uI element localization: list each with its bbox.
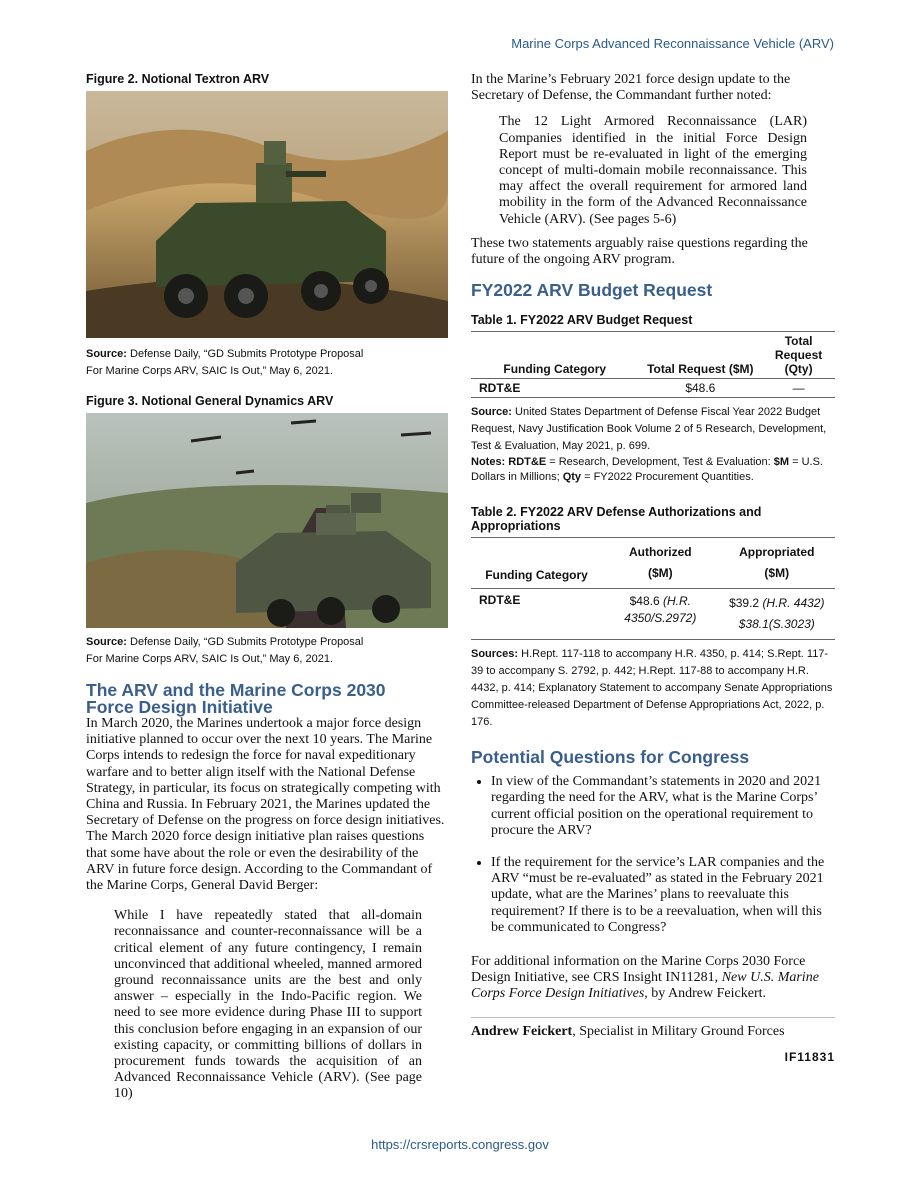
source-text: Defense Daily, “GD Submits Prototype Proposal	[126, 348, 364, 360]
figure2-source	[86, 346, 448, 380]
commandant-quote: The 12 Light Armored Reconnaissance (LAR) Companies identified in the initial Force Design Report must be re-evaluated in light of the emerging concept of multi-domain mobile reconnaissance. This may affect the overall requirement for armored land mobility in the form of the Advanced Reconnaissance Vehicle (ARV). (See pages 5-6)	[499, 114, 807, 227]
table-header-row	[471, 332, 835, 379]
table-row	[471, 589, 835, 640]
figure2-image	[86, 91, 448, 338]
additional-text: For additional information on the Marine Corps 2030 Force Design Initiative, see CRS Insight IN11281,	[471, 954, 806, 986]
author-name: Andrew Feickert	[471, 1023, 573, 1039]
sources-label: Sources:	[471, 648, 519, 661]
heading-line-2: Force Design Initiative	[86, 697, 273, 717]
heading-line-1: The ARV and the Marine Corps 2030	[86, 680, 386, 700]
authorized-note: (H.R. 4350/S.2972)	[624, 594, 697, 626]
appropriated-note: (H.R. 4432)	[762, 596, 825, 611]
additional-info	[471, 954, 835, 1003]
left-column	[86, 72, 448, 1103]
table2-sources	[471, 646, 835, 731]
source-text: Defense Daily, “GD Submits Prototype Proposal	[126, 636, 364, 648]
source-text: United States Department of Defense Fiscal Year 2022 Budget Request, Navy Justification Book Volume 2 of 5 Research, Development, Test & Evaluation, May 2021, p. 699.	[471, 406, 827, 453]
footer-link[interactable]: https://crsreports.congress.gov	[371, 1137, 549, 1152]
appropriated-value: $39.2	[729, 596, 760, 611]
author-line	[471, 1024, 835, 1040]
figure3-image	[86, 413, 448, 628]
source-label: Source:	[86, 636, 127, 648]
list-item: • In view of the Commandant’s statements in 2020 and 2021 regarding the need for the ARV, what is the Marine Corps’ current official position on the operational requirement to procure the ARV?	[491, 774, 835, 839]
table-row	[471, 379, 835, 398]
questions-list	[471, 774, 835, 936]
header-line: ($M)	[764, 566, 790, 581]
list-item: • If the requirement for the service’s LAR companies and the ARV “must be re-evaluated” as stated in the February 2021 update, what are the Marines’ plans to reevaluate this requirement? If there is to be a reevaluation, when will this be communicated to Congress?	[491, 855, 835, 936]
notes-text: = Research, Development, Test & Evaluation:	[546, 456, 774, 469]
table2-title	[471, 505, 835, 533]
table-header	[602, 538, 718, 589]
table-cell: $48.6	[685, 381, 716, 396]
after-quote-paragraph: These two statements arguably raise questions regarding the future of the ongoing ARV program.	[471, 235, 808, 268]
questions-heading: Potential Questions for Congress	[471, 747, 750, 768]
table-cell	[602, 589, 718, 640]
table-cell	[719, 589, 835, 640]
right-column	[471, 72, 835, 1064]
table-cell: RDT&E	[479, 381, 521, 396]
notes-label: Notes:	[471, 456, 506, 469]
figure3-source	[86, 634, 448, 668]
source-label: Source:	[471, 406, 512, 419]
notes-key: RDT&E	[508, 456, 547, 469]
table-header: Total Request (Qty)	[774, 334, 823, 377]
notes-text: = U.S. Dollars in Millions;	[471, 456, 823, 484]
table1-notes	[471, 455, 835, 485]
section-heading	[86, 682, 448, 716]
table-header-row	[471, 538, 835, 589]
title-line-1: Table 2. FY2022 ARV Defense Authorizations and	[471, 505, 762, 520]
notes-text: = FY2022 Procurement Quantities.	[581, 471, 754, 484]
title-line-2: Appropriations	[471, 519, 561, 534]
source-text-2: For Marine Corps ARV, SAIC Is Out,” May 6, 2021.	[86, 365, 333, 377]
berger-quote: While I have repeatedly stated that all-domain reconnaissance and counter-reconnaissance will be a critical element of any future contingency, I remain unconvinced that additional wheeled, manned armored ground reconnaissance units are the best and only answer – especially in the Indo-Pacific region. We need to see more evidence during Phase III to support this conclusion before engaging in an expansion of our existing capacity, or committing billions of dollars in procurement funds towards the acquisition of an Advanced Reconnaissance Vehicle (ARV). (See page 10)	[114, 908, 422, 1102]
appropriated-value: $38.1	[738, 617, 769, 632]
header-line: ($M)	[647, 566, 673, 581]
table1-title: Table 1. FY2022 ARV Budget Request	[471, 313, 693, 328]
source-label: Source:	[86, 348, 127, 360]
report-id: IF11831	[784, 1049, 835, 1064]
section-paragraph: In March 2020, the Marines undertook a major force design initiative planned to occur over the next 10 years. The Marine Corps intends to redesign the force for naval expeditionary warfare and to better align itself with the National Defense Strategy, in particular, its focus on strategically competing with China and Russia. In February 2021, the Marines updated the Secretary of Defense on the progress on force design initiatives. The March 2020 force design initiative plan raises questions that some have about the role or even the desirability of the ARV in future force design. According to the Commandant of the Marine Corps, General David Berger:	[86, 716, 445, 894]
source-text-2: For Marine Corps ARV, SAIC Is Out,” May 6, 2021.	[86, 653, 333, 665]
header-line: Appropriated	[739, 545, 815, 560]
table2	[471, 537, 835, 640]
table-header: Total Request ($M)	[647, 362, 754, 377]
figure3-title: Figure 3. Notional General Dynamics ARV	[86, 394, 334, 408]
table1	[471, 331, 835, 398]
table-header	[719, 538, 835, 589]
table-cell: —	[792, 381, 805, 396]
authorized-value: $48.6	[629, 594, 660, 609]
additional-text: , by Andrew Feickert.	[644, 986, 766, 1002]
appropriated-note: (S.3023)	[768, 617, 815, 632]
table-header: Funding Category	[485, 568, 588, 583]
intro-paragraph: In the Marine’s February 2021 force design update to the Secretary of Defense, the Commandant further noted:	[471, 72, 791, 104]
sources-text: H.Rept. 117-118 to accompany H.R. 4350, p. 414; S.Rept. 117-39 to accompany S. 2792, p. 442; H.Rept. 117-88 to accompany H.R. 4432, p. 414; Explanatory Statement to accompany Senate Appropriations Committee-released Department of Defense Appropriations Act, 2022, p. 176.	[471, 648, 833, 729]
header-line: Authorized	[628, 545, 692, 560]
table-header: Funding Category	[503, 362, 607, 377]
author-role: , Specialist in Military Ground Forces	[572, 1023, 785, 1039]
divider	[471, 1017, 835, 1018]
table1-source	[471, 404, 835, 455]
notes-key: Qty	[562, 471, 582, 484]
running-header: Marine Corps Advanced Reconnaissance Vehicle (ARV)	[511, 36, 834, 51]
table-cell: RDT&E	[479, 593, 521, 608]
insight-title: New U.S. Marine Corps Force Design Initiatives	[471, 970, 819, 1002]
figure2-title: Figure 2. Notional Textron ARV	[86, 72, 270, 86]
notes-key: $M	[773, 456, 790, 469]
budget-heading: FY2022 ARV Budget Request	[471, 280, 713, 301]
